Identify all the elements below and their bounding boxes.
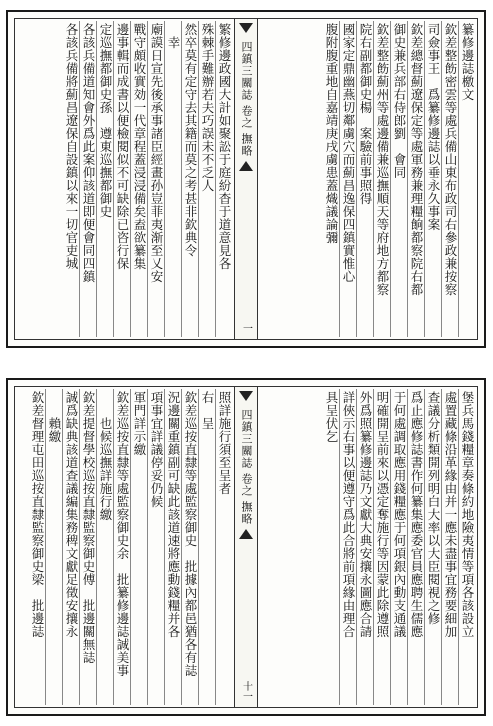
fish-tail-upper-mark [239,23,253,33]
bottom-page-frame [14,386,478,708]
text-column: 殊棘手難辦若夫巧誤未不乏人 [198,21,215,337]
text-column: 國家定鼎幽燕切鄰虜穴而薊昌逸保四鎮實惟心 [339,21,356,337]
text-column: 御史兼兵部右侍郎劉 會同 [390,21,407,337]
fish-tail-lower-mark [239,529,253,539]
text-column: 欽差提督學校巡按直隸監察御史傅 批邊關無誌 [79,389,96,705]
text-column: 爲止應修誌書作何纂集應委官員應聘生儒應 [407,389,424,705]
text-column: 腹附腹重地自嘉靖庚戌虜患蓋熾議論彌 [324,23,339,244]
text-column: 戰守頗收實効一代章程蓋浸浸備矣盍欲纂集 [130,21,147,337]
text-column: 堡兵馬錢糧章奏條約地險夷情等項各該設立 [458,389,475,705]
text-column: 司僉事王 爲纂修邊誌以垂永久事案 [424,21,441,337]
fish-tail-lower-mark [239,161,253,171]
text-column: 定巡撫都御史孫 遵東巡撫都御史 [96,21,113,337]
bottom-right-half [258,387,477,707]
text-column: 纂修邊誌檄文 [458,21,475,337]
text-column: 于何處調取應用錢糧應于何項銀內動支通議 [390,389,407,705]
top-page [6,10,486,348]
text-column: 邊事輯而成書以便檢閱似不可缺除已咨行保 [113,21,130,337]
text-column: 欽差督理屯田巡按直隸監察御史梁 批邊誌 [30,391,45,638]
gutter-title: 四鎮三關誌 [240,409,253,469]
text-column: 欽差總督薊遼保定等處軍務兼理糧餉都察院右都 [407,21,424,337]
gutter-section: 撫略 [240,501,253,525]
text-column: 然卒莫有定守去其籍而莫之考甚非欽典令 [181,21,198,337]
text-column: 照詳施行須至呈者 [215,389,232,705]
text-column: 院右副都御史楊 案驗前事照得 [356,21,373,337]
text-column: 況邊關重鎮副可缺此該道速將應動錢糧并各 [164,389,181,705]
text-column: 明確開呈前來以憑定奪施行等因蒙此除遵照 [373,389,390,705]
text-column: 項事宜詳議停妥仍候 [147,389,164,705]
text-column: 具呈伏乞 [324,391,339,443]
gutter-page-number: 十一 [240,681,252,701]
text-column: 各該兵備將薊昌遼保自設鎮以來一切官吏城 [64,23,79,270]
text-column: 繁修邊政國大計如聚訟于庭紛杳于道意見各 [215,21,232,337]
gutter-volume: 卷之 [240,105,253,129]
text-column: 欽差巡按直隸等處監察御史余 批纂修邊誌誠美事 [113,389,130,705]
text-column: 軍門詳示繳 [130,389,147,705]
text-column: 欽差整飭密雲等處兵備山東布政司右參政兼按察 [441,21,458,337]
gutter-page-number: 一 [240,323,252,333]
top-gutter [234,19,258,339]
text-column: 廟謨日宣先後承事諸臣經畫孙豈菲夷渐至乂安 [147,21,164,337]
text-column: 欽差整飭薊州等處邊備兼巡撫順天等府地方都察 [373,21,390,337]
text-column: 各該兵備道知會外爲此案仰該道即便會同四鎮 [79,21,96,337]
bottom-gutter [234,387,258,707]
top-right-half [258,19,477,339]
text-column: 處置藏條沿革緣由并一應未盡事宜務要細加 [441,389,458,705]
gutter-section: 撫略 [240,133,253,157]
text-column: 查議分析類開列明白大率以大臣閱視之修 [424,389,441,705]
top-page-frame [14,18,478,340]
text-column: 幸 [164,21,181,337]
text-column: 欽差巡按直隸等處監察御史 批據內都邑猶各有誌 [181,389,198,705]
text-column: 也候巡撫詳施行繳 [96,389,113,705]
text-column: 賴繳 [45,389,62,705]
fish-tail-upper-mark [239,391,253,401]
bottom-page [6,378,486,716]
gutter-title: 四鎮三關誌 [240,41,253,101]
bottom-left-half [15,387,234,707]
text-column: 誠爲缺典該道查議編集務稗文獻足徵安攘永 [62,389,79,705]
gutter-volume: 卷之 [240,473,253,497]
text-column: 外爲照纂修邊誌乃文獻大典安攘永圖應合請 [356,389,373,705]
text-column: 右 呈 [198,389,215,705]
text-column: 詳俠示右事以便遵守爲此合將前項緣由理合 [339,389,356,705]
top-left-half [15,19,234,339]
